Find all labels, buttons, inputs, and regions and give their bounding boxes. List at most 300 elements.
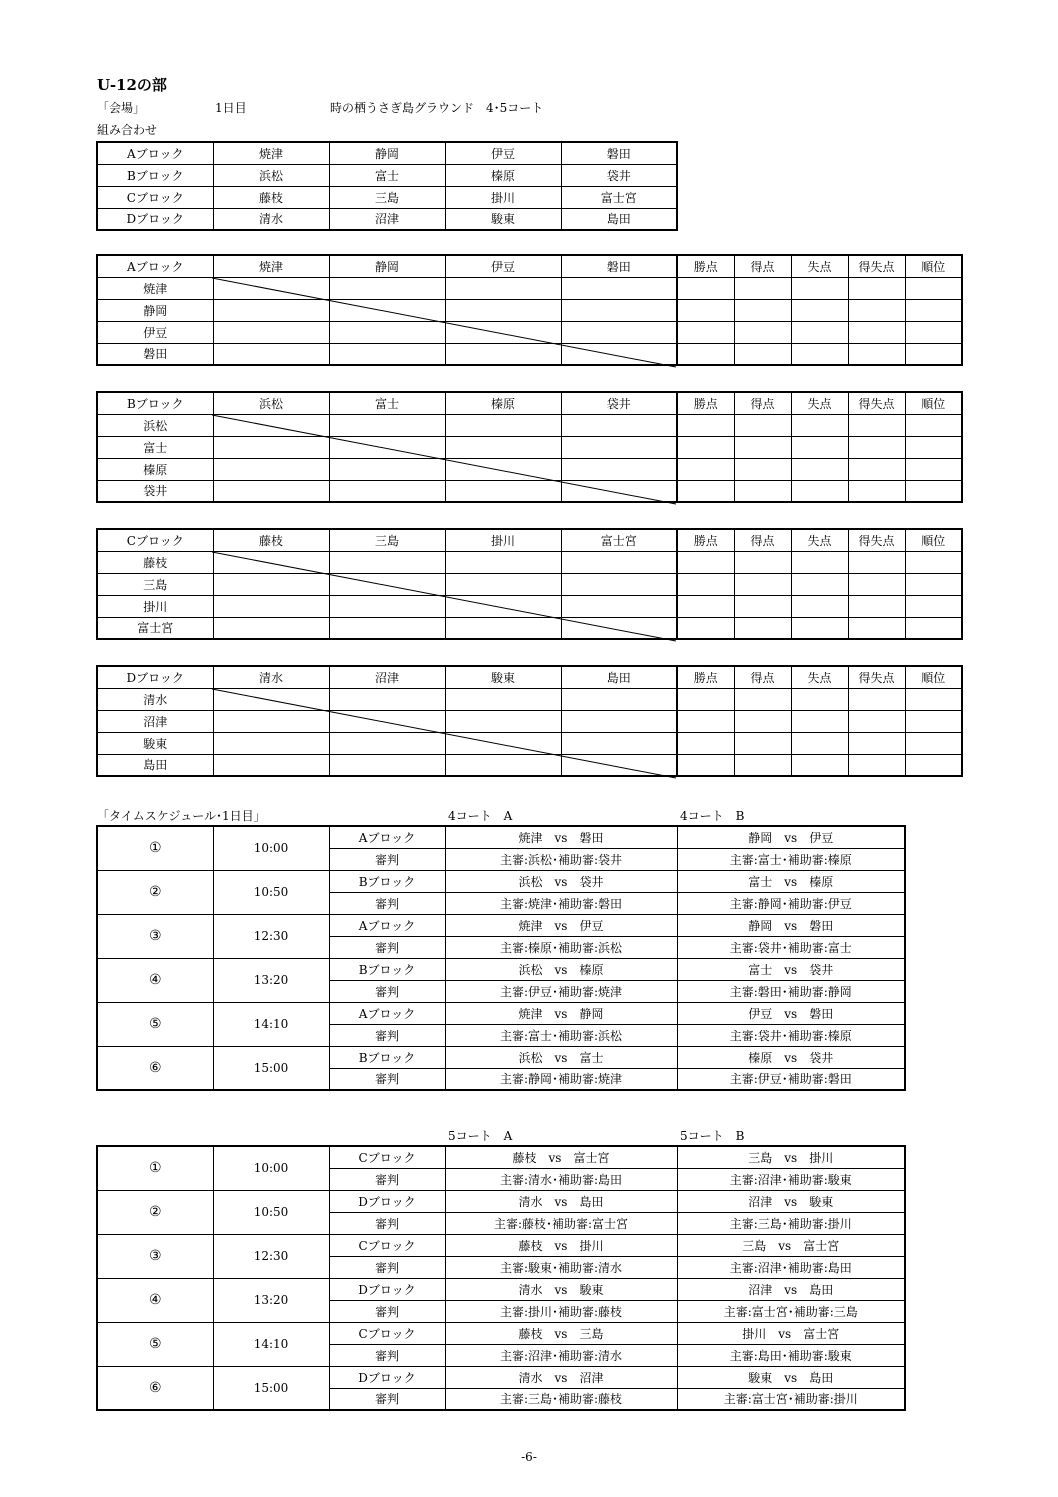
referee-court-b: 主審:富士･補助審:榛原 bbox=[677, 848, 905, 870]
stats-cell bbox=[677, 551, 734, 573]
stats-cell bbox=[734, 277, 791, 299]
league-team-header: 清水 bbox=[213, 666, 329, 688]
result-cell bbox=[213, 732, 329, 754]
league-team-label: 島田 bbox=[97, 754, 213, 776]
referee-court-b: 主審:島田･補助審:駿東 bbox=[677, 1344, 905, 1366]
referee-court-b: 主審:富士宮･補助審:三島 bbox=[677, 1300, 905, 1322]
league-team-label: 藤枝 bbox=[97, 551, 213, 573]
stats-header: 順位 bbox=[905, 529, 962, 551]
match-court-a: 焼津 vs 伊豆 bbox=[445, 914, 677, 936]
match-block: Dブロック bbox=[329, 1366, 445, 1388]
stats-cell bbox=[848, 710, 905, 732]
match-court-a: 焼津 vs 磐田 bbox=[445, 826, 677, 848]
referee-label: 審判 bbox=[329, 1168, 445, 1190]
draw-team-cell: 沼津 bbox=[329, 208, 445, 230]
stats-cell bbox=[848, 732, 905, 754]
league-team-row bbox=[97, 573, 962, 595]
league-team-row bbox=[97, 343, 962, 365]
result-cell bbox=[213, 458, 329, 480]
stats-cell bbox=[848, 458, 905, 480]
schedule-match-row bbox=[97, 1322, 905, 1344]
referee-label: 審判 bbox=[329, 848, 445, 870]
stats-cell bbox=[734, 414, 791, 436]
result-cell bbox=[213, 343, 329, 365]
draw-block-label: Dブロック bbox=[97, 208, 213, 230]
stats-header: 順位 bbox=[905, 666, 962, 688]
league-block-label: Dブロック bbox=[97, 666, 213, 688]
match-time: 13:20 bbox=[213, 958, 329, 1002]
draw-row bbox=[97, 164, 677, 186]
match-court-b: 榛原 vs 袋井 bbox=[677, 1046, 905, 1068]
stats-cell bbox=[905, 321, 962, 343]
match-time: 13:20 bbox=[213, 1278, 329, 1322]
draw-team-cell: 浜松 bbox=[213, 164, 329, 186]
league-team-row bbox=[97, 299, 962, 321]
venue-day: 1日目 bbox=[215, 101, 247, 115]
league-block-label: Cブロック bbox=[97, 529, 213, 551]
court5-a-label: 5コート A bbox=[448, 1129, 513, 1143]
result-cell bbox=[561, 573, 677, 595]
result-cell bbox=[445, 617, 561, 639]
stats-cell bbox=[677, 343, 734, 365]
result-cell bbox=[561, 732, 677, 754]
stats-header: 順位 bbox=[905, 255, 962, 277]
match-block: Aブロック bbox=[329, 914, 445, 936]
league-team-label: 焼津 bbox=[97, 277, 213, 299]
draw-team-cell: 静岡 bbox=[329, 142, 445, 164]
league-team-header: 富士宮 bbox=[561, 529, 677, 551]
stats-cell bbox=[905, 277, 962, 299]
match-court-b: 掛川 vs 富士宮 bbox=[677, 1322, 905, 1344]
schedule-match-row bbox=[97, 1234, 905, 1256]
result-cell bbox=[329, 414, 445, 436]
match-court-a: 浜松 vs 榛原 bbox=[445, 958, 677, 980]
stats-cell bbox=[734, 321, 791, 343]
match-court-a: 清水 vs 島田 bbox=[445, 1190, 677, 1212]
result-cell bbox=[329, 595, 445, 617]
stats-cell bbox=[791, 732, 848, 754]
match-court-b: 沼津 vs 駿東 bbox=[677, 1190, 905, 1212]
match-time: 14:10 bbox=[213, 1002, 329, 1046]
referee-court-a: 主審:浜松･補助審:袋井 bbox=[445, 848, 677, 870]
league-team-header: 駿東 bbox=[445, 666, 561, 688]
match-court-a: 藤枝 vs 富士宮 bbox=[445, 1146, 677, 1168]
league-team-row bbox=[97, 321, 962, 343]
league-table bbox=[96, 528, 963, 640]
match-block: Dブロック bbox=[329, 1278, 445, 1300]
match-court-b: 三島 vs 掛川 bbox=[677, 1146, 905, 1168]
league-team-header: 藤枝 bbox=[213, 529, 329, 551]
match-number: ① bbox=[97, 826, 213, 870]
match-court-a: 清水 vs 沼津 bbox=[445, 1366, 677, 1388]
league-header-row bbox=[97, 255, 962, 277]
result-cell bbox=[329, 480, 445, 502]
draw-team-cell: 掛川 bbox=[445, 186, 561, 208]
draw-team-cell: 島田 bbox=[561, 208, 677, 230]
result-cell bbox=[561, 436, 677, 458]
match-number: ⑤ bbox=[97, 1002, 213, 1046]
stats-header: 勝点 bbox=[677, 529, 734, 551]
result-cell bbox=[213, 688, 329, 710]
draw-team-cell: 駿東 bbox=[445, 208, 561, 230]
league-team-label: 富士 bbox=[97, 436, 213, 458]
referee-court-a: 主審:藤枝･補助審:富士宮 bbox=[445, 1212, 677, 1234]
stats-cell bbox=[677, 436, 734, 458]
result-cell bbox=[445, 551, 561, 573]
match-court-b: 三島 vs 富士宮 bbox=[677, 1234, 905, 1256]
result-cell bbox=[445, 754, 561, 776]
result-cell bbox=[445, 414, 561, 436]
result-cell bbox=[445, 480, 561, 502]
match-number: ③ bbox=[97, 1234, 213, 1278]
schedule-match-row bbox=[97, 1146, 905, 1168]
stats-cell bbox=[791, 321, 848, 343]
stats-cell bbox=[848, 343, 905, 365]
league-team-row bbox=[97, 458, 962, 480]
stats-cell bbox=[677, 595, 734, 617]
stats-cell bbox=[905, 343, 962, 365]
stats-cell bbox=[848, 688, 905, 710]
draw-block-label: Bブロック bbox=[97, 164, 213, 186]
stats-header: 得点 bbox=[734, 392, 791, 414]
result-cell bbox=[329, 573, 445, 595]
draw-label: 組み合わせ bbox=[97, 123, 158, 137]
stats-cell bbox=[734, 617, 791, 639]
draw-team-cell: 三島 bbox=[329, 186, 445, 208]
stats-cell bbox=[734, 343, 791, 365]
league-team-label: 袋井 bbox=[97, 480, 213, 502]
draw-team-cell: 清水 bbox=[213, 208, 329, 230]
league-team-row bbox=[97, 436, 962, 458]
stats-cell bbox=[734, 732, 791, 754]
page-title: U-12の部 bbox=[97, 76, 167, 94]
stats-cell bbox=[905, 573, 962, 595]
result-cell bbox=[445, 299, 561, 321]
stats-cell bbox=[677, 573, 734, 595]
stats-cell bbox=[905, 458, 962, 480]
stats-cell bbox=[848, 277, 905, 299]
draw-row bbox=[97, 208, 677, 230]
referee-court-a: 主審:伊豆･補助審:焼津 bbox=[445, 980, 677, 1002]
league-team-header: 沼津 bbox=[329, 666, 445, 688]
league-team-header: 富士 bbox=[329, 392, 445, 414]
referee-court-b: 主審:沼津･補助審:駿東 bbox=[677, 1168, 905, 1190]
league-block-label: Bブロック bbox=[97, 392, 213, 414]
stats-cell bbox=[791, 343, 848, 365]
stats-cell bbox=[848, 414, 905, 436]
league-team-label: 静岡 bbox=[97, 299, 213, 321]
league-team-label: 清水 bbox=[97, 688, 213, 710]
stats-cell bbox=[848, 551, 905, 573]
schedule-match-row bbox=[97, 914, 905, 936]
stats-cell bbox=[905, 595, 962, 617]
match-number: ① bbox=[97, 1146, 213, 1190]
referee-court-b: 主審:磐田･補助審:静岡 bbox=[677, 980, 905, 1002]
match-number: ⑥ bbox=[97, 1366, 213, 1410]
stats-header: 得失点 bbox=[848, 666, 905, 688]
stats-cell bbox=[734, 480, 791, 502]
stats-cell bbox=[848, 321, 905, 343]
result-cell bbox=[445, 595, 561, 617]
referee-label: 審判 bbox=[329, 1212, 445, 1234]
league-team-row bbox=[97, 595, 962, 617]
result-cell bbox=[329, 551, 445, 573]
stats-cell bbox=[791, 551, 848, 573]
referee-label: 審判 bbox=[329, 1388, 445, 1410]
stats-cell bbox=[905, 710, 962, 732]
stats-header: 得失点 bbox=[848, 255, 905, 277]
stats-cell bbox=[791, 414, 848, 436]
stats-cell bbox=[791, 299, 848, 321]
match-time: 10:50 bbox=[213, 870, 329, 914]
result-cell bbox=[445, 343, 561, 365]
stats-cell bbox=[677, 732, 734, 754]
league-team-label: 浜松 bbox=[97, 414, 213, 436]
stats-cell bbox=[734, 299, 791, 321]
stats-header: 勝点 bbox=[677, 666, 734, 688]
league-team-header: 掛川 bbox=[445, 529, 561, 551]
match-number: ② bbox=[97, 870, 213, 914]
result-cell bbox=[329, 321, 445, 343]
match-block: Bブロック bbox=[329, 1046, 445, 1068]
result-cell bbox=[561, 754, 677, 776]
result-cell bbox=[445, 732, 561, 754]
stats-cell bbox=[791, 277, 848, 299]
stats-cell bbox=[734, 458, 791, 480]
stats-cell bbox=[734, 573, 791, 595]
match-court-a: 浜松 vs 袋井 bbox=[445, 870, 677, 892]
draw-team-cell: 藤枝 bbox=[213, 186, 329, 208]
draw-team-cell: 焼津 bbox=[213, 142, 329, 164]
draw-block-label: Cブロック bbox=[97, 186, 213, 208]
result-cell bbox=[445, 458, 561, 480]
match-court-b: 静岡 vs 磐田 bbox=[677, 914, 905, 936]
result-cell bbox=[329, 688, 445, 710]
schedule-match-row bbox=[97, 1366, 905, 1388]
referee-court-a: 主審:三島･補助審:藤枝 bbox=[445, 1388, 677, 1410]
draw-row bbox=[97, 142, 677, 164]
stats-cell bbox=[734, 436, 791, 458]
match-court-a: 清水 vs 駿東 bbox=[445, 1278, 677, 1300]
referee-label: 審判 bbox=[329, 1068, 445, 1090]
result-cell bbox=[561, 551, 677, 573]
match-block: Cブロック bbox=[329, 1234, 445, 1256]
venue-place: 時の栖うさぎ島グラウンド 4･5コート bbox=[330, 101, 544, 115]
referee-court-b: 主審:三島･補助審:掛川 bbox=[677, 1212, 905, 1234]
referee-label: 審判 bbox=[329, 1024, 445, 1046]
league-table bbox=[96, 391, 963, 503]
result-cell bbox=[213, 414, 329, 436]
match-block: Bブロック bbox=[329, 958, 445, 980]
draw-team-cell: 磐田 bbox=[561, 142, 677, 164]
league-team-row bbox=[97, 277, 962, 299]
result-cell bbox=[561, 321, 677, 343]
stats-cell bbox=[734, 754, 791, 776]
league-team-label: 沼津 bbox=[97, 710, 213, 732]
court4-b-label: 4コート B bbox=[680, 809, 745, 823]
stats-cell bbox=[848, 573, 905, 595]
stats-cell bbox=[791, 436, 848, 458]
match-time: 15:00 bbox=[213, 1366, 329, 1410]
stats-cell bbox=[677, 617, 734, 639]
result-cell bbox=[329, 299, 445, 321]
match-court-a: 浜松 vs 富士 bbox=[445, 1046, 677, 1068]
referee-court-b: 主審:袋井･補助審:富士 bbox=[677, 936, 905, 958]
league-team-label: 三島 bbox=[97, 573, 213, 595]
result-cell bbox=[329, 710, 445, 732]
result-cell bbox=[213, 617, 329, 639]
result-cell bbox=[329, 754, 445, 776]
league-team-header: 三島 bbox=[329, 529, 445, 551]
result-cell bbox=[561, 458, 677, 480]
stats-header: 失点 bbox=[791, 392, 848, 414]
match-time: 12:30 bbox=[213, 914, 329, 958]
schedule-match-row bbox=[97, 826, 905, 848]
stats-cell bbox=[848, 754, 905, 776]
match-block: Aブロック bbox=[329, 1002, 445, 1024]
league-team-row bbox=[97, 617, 962, 639]
league-team-row bbox=[97, 688, 962, 710]
league-team-header: 浜松 bbox=[213, 392, 329, 414]
referee-label: 審判 bbox=[329, 892, 445, 914]
stats-header: 順位 bbox=[905, 392, 962, 414]
stats-cell bbox=[677, 688, 734, 710]
result-cell bbox=[213, 480, 329, 502]
referee-court-a: 主審:富士･補助審:浜松 bbox=[445, 1024, 677, 1046]
result-cell bbox=[561, 343, 677, 365]
referee-court-a: 主審:榛原･補助審:浜松 bbox=[445, 936, 677, 958]
referee-court-b: 主審:静岡･補助審:伊豆 bbox=[677, 892, 905, 914]
league-team-label: 磐田 bbox=[97, 343, 213, 365]
result-cell bbox=[561, 688, 677, 710]
schedule-match-row bbox=[97, 1002, 905, 1024]
draw-block-label: Aブロック bbox=[97, 142, 213, 164]
league-team-row bbox=[97, 732, 962, 754]
match-time: 15:00 bbox=[213, 1046, 329, 1090]
result-cell bbox=[213, 551, 329, 573]
stats-cell bbox=[905, 688, 962, 710]
match-court-b: 静岡 vs 伊豆 bbox=[677, 826, 905, 848]
schedule-table-court5 bbox=[96, 1145, 906, 1411]
result-cell bbox=[213, 710, 329, 732]
result-cell bbox=[445, 688, 561, 710]
draw-team-cell: 伊豆 bbox=[445, 142, 561, 164]
stats-cell bbox=[677, 458, 734, 480]
result-cell bbox=[561, 277, 677, 299]
stats-cell bbox=[791, 595, 848, 617]
result-cell bbox=[213, 573, 329, 595]
match-time: 12:30 bbox=[213, 1234, 329, 1278]
stats-cell bbox=[791, 688, 848, 710]
referee-court-b: 主審:富士宮･補助審:掛川 bbox=[677, 1388, 905, 1410]
page-number: -6- bbox=[521, 1450, 537, 1464]
result-cell bbox=[329, 436, 445, 458]
referee-court-a: 主審:静岡･補助審:焼津 bbox=[445, 1068, 677, 1090]
stats-header: 得点 bbox=[734, 666, 791, 688]
referee-court-a: 主審:掛川･補助審:藤枝 bbox=[445, 1300, 677, 1322]
stats-cell bbox=[677, 414, 734, 436]
schedule-match-row bbox=[97, 1278, 905, 1300]
stats-cell bbox=[905, 617, 962, 639]
schedule-match-row bbox=[97, 1190, 905, 1212]
referee-label: 審判 bbox=[329, 1344, 445, 1366]
referee-label: 審判 bbox=[329, 1256, 445, 1278]
referee-court-b: 主審:沼津･補助審:島田 bbox=[677, 1256, 905, 1278]
stats-cell bbox=[848, 595, 905, 617]
match-time: 10:00 bbox=[213, 1146, 329, 1190]
stats-cell bbox=[677, 277, 734, 299]
schedule-match-row bbox=[97, 1046, 905, 1068]
league-team-label: 富士宮 bbox=[97, 617, 213, 639]
match-number: ④ bbox=[97, 1278, 213, 1322]
referee-court-b: 主審:袋井･補助審:榛原 bbox=[677, 1024, 905, 1046]
league-table bbox=[96, 254, 963, 366]
result-cell bbox=[445, 321, 561, 343]
league-header-row bbox=[97, 666, 962, 688]
match-block: Bブロック bbox=[329, 870, 445, 892]
stats-cell bbox=[905, 480, 962, 502]
referee-court-a: 主審:清水･補助審:島田 bbox=[445, 1168, 677, 1190]
stats-header: 失点 bbox=[791, 666, 848, 688]
match-court-b: 駿東 vs 島田 bbox=[677, 1366, 905, 1388]
referee-court-a: 主審:沼津･補助審:清水 bbox=[445, 1344, 677, 1366]
stats-header: 勝点 bbox=[677, 392, 734, 414]
draw-team-cell: 袋井 bbox=[561, 164, 677, 186]
stats-cell bbox=[791, 617, 848, 639]
stats-header: 得失点 bbox=[848, 392, 905, 414]
result-cell bbox=[329, 458, 445, 480]
league-team-row bbox=[97, 480, 962, 502]
result-cell bbox=[329, 343, 445, 365]
stats-header: 得失点 bbox=[848, 529, 905, 551]
league-header-row bbox=[97, 392, 962, 414]
result-cell bbox=[445, 277, 561, 299]
stats-cell bbox=[791, 480, 848, 502]
match-block: Aブロック bbox=[329, 826, 445, 848]
stats-cell bbox=[791, 710, 848, 732]
match-court-b: 伊豆 vs 磐田 bbox=[677, 1002, 905, 1024]
match-time: 14:10 bbox=[213, 1322, 329, 1366]
referee-court-b: 主審:伊豆･補助審:磐田 bbox=[677, 1068, 905, 1090]
result-cell bbox=[561, 617, 677, 639]
stats-cell bbox=[905, 754, 962, 776]
venue-label: 「会場」 bbox=[97, 101, 146, 115]
stats-cell bbox=[905, 436, 962, 458]
league-team-row bbox=[97, 551, 962, 573]
stats-cell bbox=[677, 710, 734, 732]
league-team-label: 駿東 bbox=[97, 732, 213, 754]
league-team-row bbox=[97, 710, 962, 732]
league-team-header: 伊豆 bbox=[445, 255, 561, 277]
league-team-header: 静岡 bbox=[329, 255, 445, 277]
league-team-label: 伊豆 bbox=[97, 321, 213, 343]
match-court-b: 富士 vs 袋井 bbox=[677, 958, 905, 980]
draw-team-cell: 榛原 bbox=[445, 164, 561, 186]
court5-b-label: 5コート B bbox=[680, 1129, 745, 1143]
league-team-row bbox=[97, 414, 962, 436]
stats-header: 失点 bbox=[791, 255, 848, 277]
league-team-row bbox=[97, 754, 962, 776]
result-cell bbox=[445, 573, 561, 595]
match-number: ⑥ bbox=[97, 1046, 213, 1090]
stats-cell bbox=[791, 754, 848, 776]
stats-cell bbox=[791, 458, 848, 480]
stats-header: 勝点 bbox=[677, 255, 734, 277]
referee-label: 審判 bbox=[329, 1300, 445, 1322]
schedule-table-court4 bbox=[96, 825, 906, 1091]
stats-header: 得点 bbox=[734, 255, 791, 277]
draw-team-cell: 富士 bbox=[329, 164, 445, 186]
